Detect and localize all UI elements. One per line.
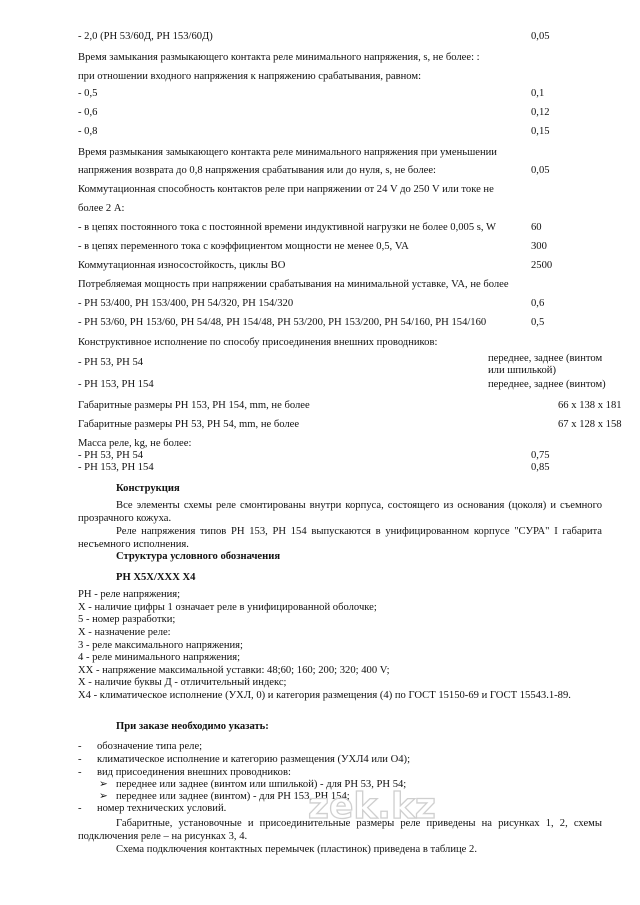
order-marker: - bbox=[78, 803, 82, 814]
construction-paragraph: Реле напряжения типов РН 153, РН 154 выпускаются в унифицированном корпусе "СУРА" I габарита несъемного исполнения. bbox=[78, 526, 602, 550]
order-marker: - bbox=[78, 767, 82, 778]
spec-label: Потребляемая мощность при напряжении срабатывания на минимальной уставке, VA, не более bbox=[78, 279, 509, 290]
dimension-label: Габаритные размеры РН 153, РН 154, mm, не более bbox=[78, 400, 310, 411]
order-item: климатическое исполнение и категорию размещения (УХЛ4 или О4); bbox=[97, 754, 411, 765]
spec-value: 0,6 bbox=[531, 298, 545, 309]
spec-value: 0,12 bbox=[531, 107, 550, 118]
mass-label: - РН 53, РН 54 bbox=[78, 450, 144, 461]
spec-value: 0,15 bbox=[531, 126, 550, 137]
mass-label: - РН 153, РН 154 bbox=[78, 462, 154, 473]
spec-label: Коммутационная способность контактов реле при напряжении от 24 V до 250 V или токе не bbox=[78, 184, 494, 195]
spec-label: Коммутационная износостойкость, циклы ВО bbox=[78, 260, 286, 271]
order-item: переднее или заднее (винтом) - для РН 153, РН 154; bbox=[116, 791, 350, 802]
construction-paragraph: Все элементы схемы реле смонтированы внутри корпуса, состоящего из основания (цоколя) и съемного прозрачного кожуха. bbox=[78, 500, 602, 524]
connection-label: - РН 153, РН 154 bbox=[78, 379, 154, 390]
order-item: вид присоединения внешних проводников: bbox=[97, 767, 291, 778]
arrow-bullet-icon: ➢ bbox=[99, 779, 108, 790]
dimension-label: Габаритные размеры РН 53, РН 54, mm, не более bbox=[78, 419, 300, 430]
spec-label: Время размыкания замыкающего контакта реле минимального напряжения при уменьшении bbox=[78, 147, 497, 158]
arrow-bullet-icon: ➢ bbox=[99, 791, 108, 802]
spec-value: 0,5 bbox=[531, 317, 545, 328]
designation-item: Х - наличие буквы Д - отличительный индекс; bbox=[78, 677, 287, 688]
spec-label: при отношении входного напряжения к напряжению срабатывания, равном: bbox=[78, 71, 422, 82]
spec-label: напряжения возврата до 0,8 напряжения срабатывания или до нуля, s, не более: bbox=[78, 165, 436, 176]
spec-label: - 0,5 bbox=[78, 88, 98, 99]
connection-value: переднее, заднее (винтом bbox=[488, 353, 603, 364]
spec-label: - 0,6 bbox=[78, 107, 98, 118]
footer-paragraph: Схема подключения контактных перемычек (пластинок) приведена в таблице 2. bbox=[116, 844, 477, 855]
designation-heading: Структура условного обозначения bbox=[116, 551, 281, 562]
connection-value: или шпилькой) bbox=[488, 365, 556, 376]
spec-value: 0,1 bbox=[531, 88, 545, 99]
connection-label: - РН 53, РН 54 bbox=[78, 357, 144, 368]
dimension-value: 67 х 128 х 158 bbox=[558, 419, 622, 430]
dimension-value: 66 х 138 х 181 bbox=[558, 400, 622, 411]
order-item: обозначение типа реле; bbox=[97, 741, 203, 752]
designation-code: РН Х5Х/ХХХ Х4 bbox=[116, 572, 196, 583]
order-item: переднее или заднее (винтом или шпилькой) - для РН 53, РН 54; bbox=[116, 779, 407, 790]
spec-value: 0,05 bbox=[531, 31, 550, 42]
spec-value: 0,05 bbox=[531, 165, 550, 176]
designation-item: Х - назначение реле: bbox=[78, 627, 171, 638]
spec-label: - 2,0 (РН 53/60Д, РН 153/60Д) bbox=[78, 31, 213, 42]
order-marker: - bbox=[78, 754, 82, 765]
spec-label: - 0,8 bbox=[78, 126, 98, 137]
spec-label: - в цепях переменного тока с коэффициентом мощности не менее 0,5, VA bbox=[78, 241, 409, 252]
order-item: номер технических условий. bbox=[97, 803, 227, 814]
designation-item: РН - реле напряжения; bbox=[78, 589, 181, 600]
connection-value: переднее, заднее (винтом) bbox=[488, 379, 606, 390]
spec-label: - РН 53/400, РН 153/400, РН 54/320, РН 154/320 bbox=[78, 298, 294, 309]
designation-item: 3 - реле максимального напряжения; bbox=[78, 640, 243, 651]
spec-value: 2500 bbox=[531, 260, 553, 271]
designation-item: 5 - номер разработки; bbox=[78, 614, 176, 625]
construction-heading: Конструкция bbox=[116, 483, 180, 494]
spec-label: - в цепях постоянного тока с постоянной времени индуктивной нагрузки не более 0,005 s, W bbox=[78, 222, 497, 233]
footer-paragraph: Габаритные, установочные и присоединительные размеры реле приведены на рисунках 1, 2, схемы подключения реле – на рисунках 3, 4. bbox=[78, 818, 602, 842]
mass-value: 0,75 bbox=[531, 450, 550, 461]
spec-label: - РН 53/60, РН 153/60, РН 54/48, РН 154/48, РН 53/200, РН 153/200, РН 54/160, РН 154/160 bbox=[78, 317, 487, 328]
spec-label: Время замыкания размыкающего контакта реле минимального напряжения, s, не более: : bbox=[78, 52, 480, 63]
spec-value: 300 bbox=[531, 241, 547, 252]
spec-label: Конструктивное исполнение по способу присоединения внешних проводников: bbox=[78, 337, 438, 348]
order-marker: - bbox=[78, 741, 82, 752]
mass-value: 0,85 bbox=[531, 462, 550, 473]
mass-title: Масса реле, kg, не более: bbox=[78, 438, 192, 449]
designation-item: Х - наличие цифры 1 означает реле в унифицированной оболочке; bbox=[78, 602, 377, 613]
designation-item: ХХ - напряжение максимальной уставки: 48;60; 160; 200; 320; 400 V; bbox=[78, 665, 390, 676]
designation-item: 4 - реле минимального напряжения; bbox=[78, 652, 241, 663]
order-heading: При заказе необходимо указать: bbox=[116, 721, 269, 732]
watermark-text: zek.kz bbox=[308, 786, 436, 827]
spec-label: более 2 А: bbox=[78, 203, 125, 214]
spec-value: 60 bbox=[531, 222, 542, 233]
designation-item: Х4 - климатическое исполнение (УХЛ, 0) и категория размещения (4) по ГОСТ 15150-69 и ГОСТ 15543.1-89. bbox=[78, 690, 571, 701]
